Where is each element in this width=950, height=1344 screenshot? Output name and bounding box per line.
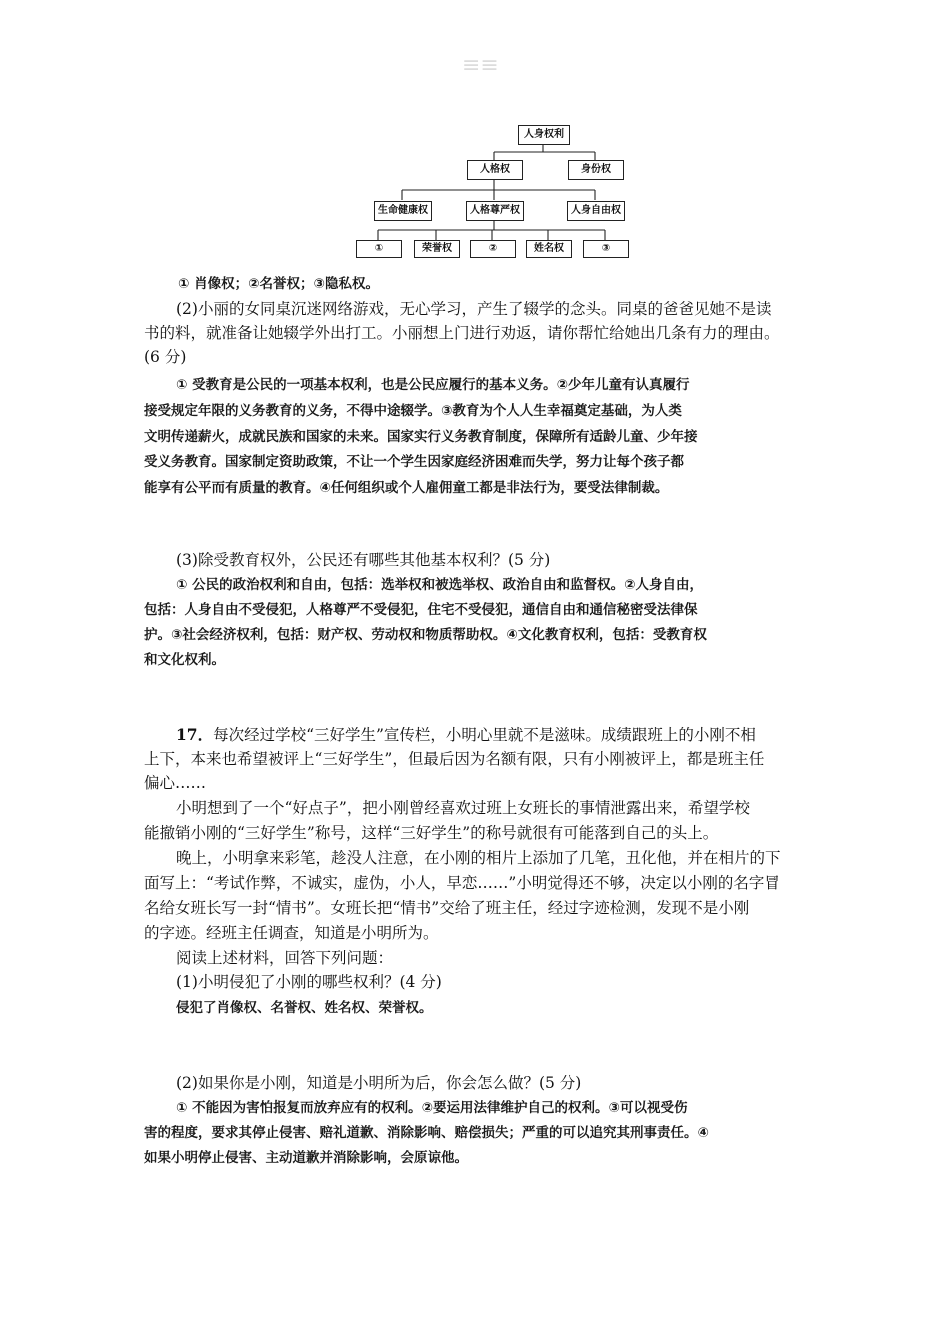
diagram-node-life-health: 生命健康权 <box>374 201 432 221</box>
q17-material-2: 上下，本来也希望被评上“三好学生”，但最后因为名额有限，只有小刚被评上，都是班主任 <box>144 750 765 768</box>
q17-material-3: 偏心…… <box>144 774 207 792</box>
q17-material-6: 晚上，小明拿来彩笔，趁没人注意，在小刚的相片上添加了几笔，丑化他，并在相片的下 <box>176 849 781 867</box>
watermark-mark: ≡≡ <box>462 53 499 78</box>
diagram-node-honor: 荣誉权 <box>414 240 460 258</box>
q2-answer-line-1: ① 受教育是公民的一项基本权利，也是公民应履行的基本义务。②少年儿童有认真履行 <box>176 377 690 393</box>
q17-sub2-answer-line-3: 如果小明停止侵害、主动道歉并消除影响，会原谅他。 <box>144 1150 468 1166</box>
q2-line-2: 书的料，就准备让她辍学外出打工。小丽想上门进行劝返，请你帮忙给她出几条有力的理由。 <box>144 324 780 342</box>
diagram-node-root: 人身权利 <box>518 125 570 145</box>
diagram-node-freedom: 人身自由权 <box>567 201 625 221</box>
q2-answer-line-3: 文明传递薪火，成就民族和国家的未来。国家实行义务教育制度，保障所有适龄儿童、少年接 <box>144 429 698 445</box>
q3-answer-line-1: ① 公民的政治权利和自由，包括：选举权和被选举权、政治自由和监督权。②人身自由， <box>176 577 704 593</box>
diagram-node-dignity: 人格尊严权 <box>466 201 524 221</box>
q17-material-4: 小明想到了一个“好点子”，把小刚曾经喜欢过班上女班长的事情泄露出来，希望学校 <box>176 799 750 817</box>
q2-answer-line-2: 接受规定年限的义务教育的义务，不得中途辍学。③教育为个人人生幸福奠定基础，为人类 <box>144 403 682 419</box>
q2-answer-line-4: 受义务教育。国家制定资助政策，不让一个学生因家庭经济困难而失学，努力让每个孩子都 <box>144 454 684 470</box>
q17-sub2-answer-line-2: 害的程度，要求其停止侵害、赔礼道歉、消除影响、赔偿损失；严重的可以追究其刑事责任。④ <box>144 1125 709 1141</box>
q2-answer-line-5: 能享有公平而有质量的教育。④任何组织或个人雇佣童工都是非法行为，要受法律制裁。 <box>144 480 669 496</box>
q3-answer-line-2: 包括：人身自由不受侵犯，人格尊严不受侵犯，住宅不受侵犯，通信自由和通信秘密受法律保 <box>144 602 698 618</box>
rights-hierarchy-diagram <box>350 118 635 264</box>
q17-sub2: (2)如果你是小刚，知道是小明所为后，你会怎么做？(5 分) <box>176 1074 582 1092</box>
diagram-node-personality-rights: 人格权 <box>467 160 523 180</box>
q17-material-9: 的字迹。经班主任调查，知道是小明所为。 <box>144 924 439 942</box>
q17-number: 17． <box>176 725 214 744</box>
q17-material-5: 能撤销小刚的“三好学生”称号，这样“三好学生”的称号就很有可能落到自己的头上。 <box>144 824 719 842</box>
q17-material-8: 名给女班长写一封“情书”。女班长把“情书”交给了班主任，经过字迹检测，发现不是小刚 <box>144 899 750 917</box>
q17-line-1 <box>176 724 756 746</box>
diagram-node-name: 姓名权 <box>526 240 572 258</box>
q17-sub1-answer: 侵犯了肖像权、名誉权、姓名权、荣誉权。 <box>176 1000 433 1016</box>
q2-line-1: (2)小丽的女同桌沉迷网络游戏，无心学习，产生了辍学的念头。同桌的爸爸见她不是读 <box>176 300 772 318</box>
q2-line-3: (6 分) <box>144 348 187 366</box>
q17-sub2-answer-line-1: ① 不能因为害怕报复而放弃应有的权利。②要运用法律维护自己的权利。③可以视受伤 <box>176 1100 688 1116</box>
diagram-node-identity-rights: 身份权 <box>568 160 624 180</box>
diagram-node-blank-2: ② <box>470 240 516 258</box>
q17-material-1: 每次经过学校“三好学生”宣传栏，小明心里就不是滋味。成绩跟班上的小刚不相 <box>213 726 756 744</box>
diagram-node-blank-3: ③ <box>583 240 629 258</box>
answer-1: ① 肖像权；②名誉权；③隐私权。 <box>178 276 379 292</box>
diagram-node-blank-1: ① <box>356 240 402 258</box>
q17-material-7: 面写上：“考试作弊，不诚实，虚伪，小人，早恋……”小明觉得还不够，决定以小刚的名字冒 <box>144 874 780 892</box>
q3-answer-line-4: 和文化权利。 <box>144 652 225 668</box>
q3-answer-line-3: 护。③社会经济权利，包括：财产权、劳动权和物质帮助权。④文化教育权利，包括：受教育权 <box>144 627 707 643</box>
q3-line-1: (3)除受教育权外，公民还有哪些其他基本权利？(5 分) <box>176 551 551 569</box>
q17-material-10: 阅读上述材料，回答下列问题： <box>176 949 394 967</box>
q17-sub1: (1)小明侵犯了小刚的哪些权利？(4 分) <box>176 973 442 991</box>
